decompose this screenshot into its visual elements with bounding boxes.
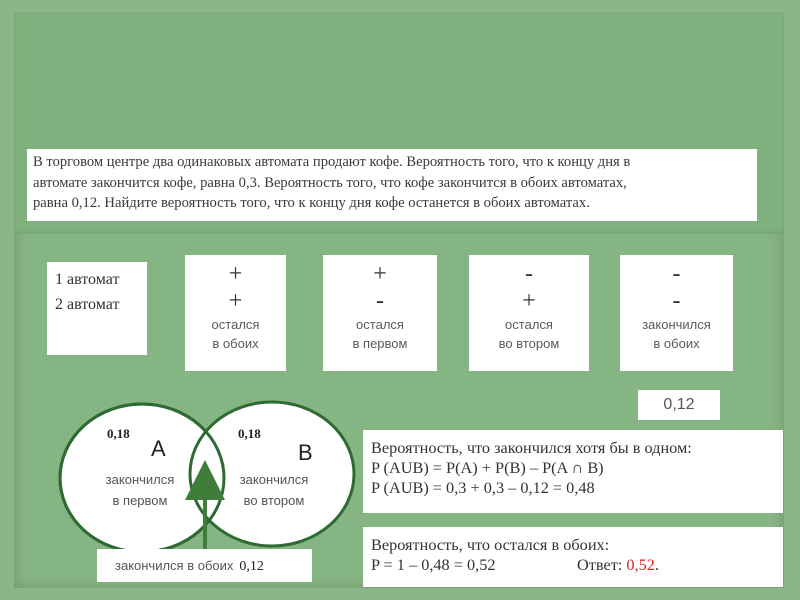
answer-label: Ответ:: [577, 555, 623, 574]
answer-heading: Вероятность, что остался в обоих:: [371, 535, 610, 554]
problem-line-3: равна 0,12. Найдите вероятность того, что к концу дня кофе останется в обоих автоматах.: [33, 195, 590, 211]
case-sign-machine-1: +: [228, 261, 243, 287]
legend-machine-1: 1 автомат: [55, 271, 120, 288]
legend-machine-2: 2 автомат: [55, 296, 120, 313]
case-sign-machine-1: +: [373, 261, 387, 287]
case-label-1: остался: [211, 317, 260, 332]
union-formula: P (AUB) = P(A) + P(B) – P(A ∩ B): [371, 458, 604, 477]
case-sign-machine-2: -: [376, 288, 384, 314]
case-label-2: в обоих: [212, 336, 259, 351]
case-label-1: остался: [356, 317, 404, 332]
case-sign-machine-2: -: [672, 288, 681, 314]
set-a-label: [88, 469, 192, 511]
case-label-1: остался: [505, 317, 553, 332]
set-a-label-1: закончился: [105, 472, 175, 487]
case-sign-machine-2: +: [228, 288, 243, 314]
union-calculation: P (AUB) = 0,3 + 0,3 – 0,12 = 0,48: [371, 478, 595, 497]
answer-period: .: [654, 555, 659, 574]
answer-box: [363, 527, 783, 587]
both-empty-probability: 0,12: [638, 390, 720, 420]
set-a-label-2: в первом: [112, 493, 168, 508]
answer-value: 0,52: [626, 555, 655, 574]
answer-line: [371, 555, 775, 575]
set-b-letter: B: [298, 440, 313, 465]
intersection-label: [97, 549, 312, 582]
case-sign-machine-1: -: [525, 261, 533, 287]
intersection-value: 0,12: [239, 559, 264, 574]
set-a-probability: 0,18: [107, 426, 130, 441]
case-label-2: в первом: [352, 336, 408, 351]
union-probability-box: [363, 430, 783, 513]
case-label-1: закончился: [642, 317, 711, 332]
answer-formula: P = 1 – 0,48 = 0,52: [371, 555, 496, 574]
problem-line-1: В торговом центре два одинаковых автомата продают кофе. Вероятность того, что к концу дня в: [33, 154, 631, 170]
union-heading: Вероятность, что закончился хотя бы в одном:: [371, 438, 692, 457]
set-b-label-2: во втором: [243, 493, 305, 508]
case-label-2: в обоих: [653, 336, 700, 351]
set-b-probability: 0,18: [238, 426, 261, 441]
intersection-text: закончился в обоих: [115, 558, 234, 573]
case-label-2: во втором: [498, 336, 560, 351]
set-b-label-1: закончился: [239, 472, 309, 487]
problem-line-2: автомате закончится кофе, равна 0,3. Вероятность того, что кофе закончится в обоих автоматах,: [33, 174, 627, 191]
case-sign-machine-1: -: [672, 261, 681, 287]
case-sign-machine-2: +: [522, 288, 536, 314]
set-b-label: [222, 469, 326, 511]
set-a-letter: A: [151, 436, 166, 461]
